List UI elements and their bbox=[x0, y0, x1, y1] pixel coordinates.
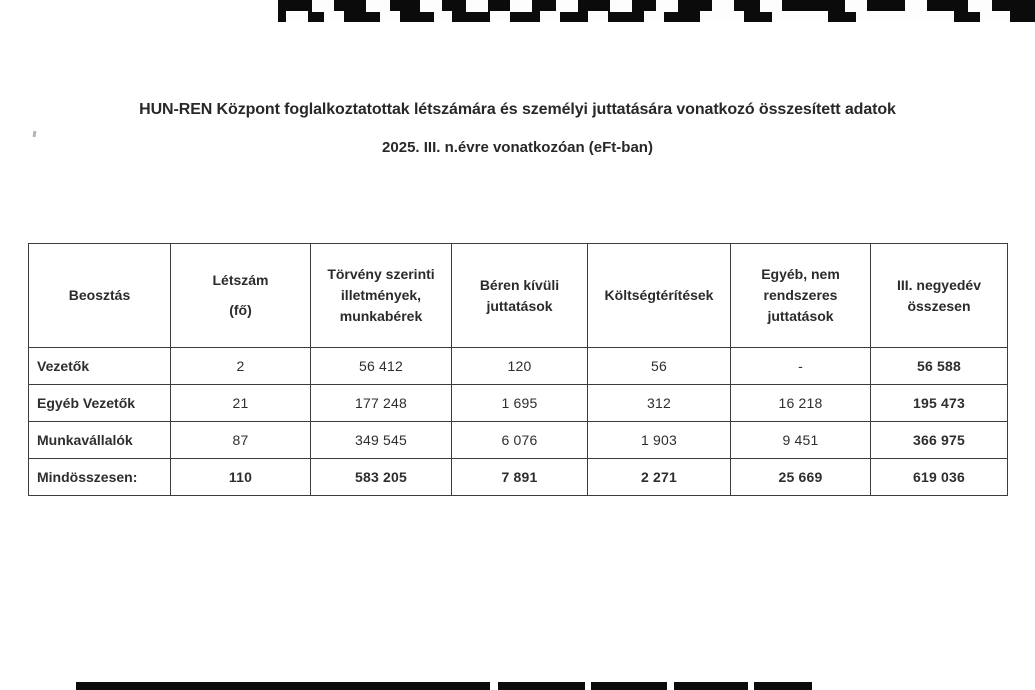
compensation-summary-table bbox=[28, 243, 1008, 496]
scan-glyph-fragment bbox=[905, 0, 927, 12]
column-header-sublabel: (fő) bbox=[229, 302, 252, 318]
cell-value: 16 218 bbox=[731, 385, 871, 422]
scan-bar-gap bbox=[748, 682, 754, 690]
scan-glyph-fragment bbox=[286, 11, 308, 22]
cell-value: 312 bbox=[588, 385, 731, 422]
scan-bar-gap bbox=[490, 682, 498, 690]
cell-value: 2 271 bbox=[588, 459, 731, 496]
row-label: Munkavállalók bbox=[29, 422, 171, 459]
cell-value: 56 bbox=[588, 348, 731, 385]
cell-value: 120 bbox=[452, 348, 588, 385]
column-header-5 bbox=[588, 244, 731, 348]
column-header-label: Egyéb, nem rendszeres juttatások bbox=[761, 266, 840, 324]
cell-value: 177 248 bbox=[311, 385, 452, 422]
table-row bbox=[29, 459, 1008, 496]
row-label: Mindösszesen: bbox=[29, 459, 171, 496]
cell-value: 87 bbox=[171, 422, 311, 459]
column-header-1 bbox=[29, 244, 171, 348]
cell-value: 349 545 bbox=[311, 422, 452, 459]
cell-value: 366 975 bbox=[871, 422, 1008, 459]
scan-glyph-fragment bbox=[490, 11, 510, 22]
scan-glyph-fragment bbox=[556, 0, 578, 12]
cell-value: 9 451 bbox=[731, 422, 871, 459]
column-header-label: Költségtérítések bbox=[604, 287, 714, 303]
scan-glyph-fragment bbox=[656, 0, 678, 12]
cell-value: 1 903 bbox=[588, 422, 731, 459]
column-header-2 bbox=[171, 244, 311, 348]
column-header-4 bbox=[452, 244, 588, 348]
scan-artifact-bottom-bar bbox=[76, 682, 812, 690]
cell-value: 21 bbox=[171, 385, 311, 422]
table-row bbox=[29, 348, 1008, 385]
table-row bbox=[29, 385, 1008, 422]
column-header-7 bbox=[871, 244, 1008, 348]
cell-value: 7 891 bbox=[452, 459, 588, 496]
column-header-3 bbox=[311, 244, 452, 348]
scan-glyph-fragment bbox=[980, 11, 1010, 22]
scan-glyph-fragment bbox=[856, 11, 954, 22]
column-header-label: III. negyedév összesen bbox=[896, 276, 982, 314]
document-subtitle: 2025. III. n.évre vonatkozóan (eFt-ban) bbox=[382, 139, 653, 156]
scan-glyph-fragment bbox=[644, 11, 664, 22]
table-row bbox=[29, 422, 1008, 459]
scan-speck bbox=[33, 131, 37, 137]
scan-glyph-fragment bbox=[540, 11, 560, 22]
cell-value: 195 473 bbox=[871, 385, 1008, 422]
column-header-label: Beosztás bbox=[68, 287, 131, 303]
column-header-label: Létszám bbox=[212, 272, 269, 288]
scan-glyph-fragment bbox=[712, 0, 734, 12]
scan-bar-gap bbox=[585, 682, 591, 690]
cell-value: 1 695 bbox=[452, 385, 588, 422]
row-label: Egyéb Vezetők bbox=[29, 385, 171, 422]
scan-glyph-fragment bbox=[588, 11, 608, 22]
scan-bar-gap bbox=[667, 682, 674, 690]
cell-value: 619 036 bbox=[871, 459, 1008, 496]
scan-glyph-fragment bbox=[610, 0, 632, 12]
scan-glyph-fragment bbox=[466, 0, 488, 12]
cell-value: - bbox=[731, 348, 871, 385]
cell-value: 6 076 bbox=[452, 422, 588, 459]
table-header bbox=[29, 244, 1008, 348]
scan-glyph-fragment bbox=[380, 11, 400, 22]
scan-glyph-fragment bbox=[434, 11, 452, 22]
cell-value: 110 bbox=[171, 459, 311, 496]
scan-glyph-fragment bbox=[510, 0, 532, 12]
cell-value: 25 669 bbox=[731, 459, 871, 496]
column-header-label: Törvény szerinti illetmények, munkabérek bbox=[327, 266, 435, 324]
row-label: Vezetők bbox=[29, 348, 171, 385]
scan-glyph-fragment bbox=[772, 11, 828, 22]
scan-artifact-top-bar bbox=[278, 0, 1035, 22]
column-header-label: Béren kívüli juttatások bbox=[479, 276, 560, 314]
scan-glyph-fragment bbox=[324, 11, 344, 22]
cell-value: 2 bbox=[171, 348, 311, 385]
cell-value: 56 412 bbox=[311, 348, 452, 385]
scan-glyph-fragment bbox=[700, 11, 744, 22]
column-header-6 bbox=[731, 244, 871, 348]
cell-value: 56 588 bbox=[871, 348, 1008, 385]
cell-value: 583 205 bbox=[311, 459, 452, 496]
document-title: HUN-REN Központ foglalkoztatottak létszámára és személyi juttatására vonatkozó összesített adatok bbox=[139, 101, 896, 118]
